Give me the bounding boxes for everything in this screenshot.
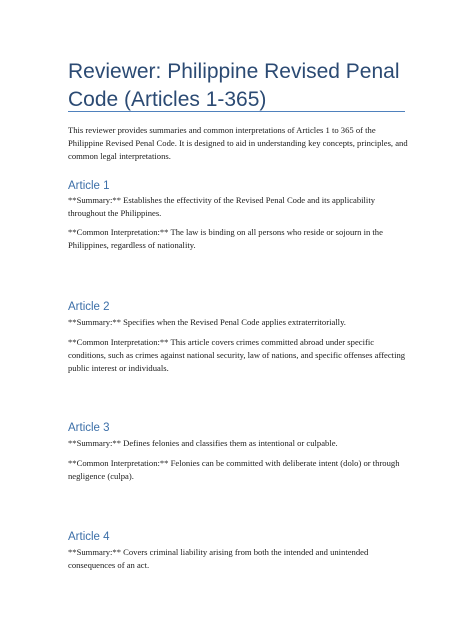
article-4-heading: Article 4 [68, 531, 110, 543]
title-underline [68, 111, 405, 112]
document-title: Reviewer: Philippine Revised Penal Code (Articles 1-365) [68, 60, 400, 111]
article-3-heading: Article 3 [68, 422, 110, 434]
article-1-interpretation: **Common Interpretation:** The law is binding on all persons who reside or sojourn in the Philippines, regardless of nationality. [68, 227, 383, 250]
article-1-summary: **Summary:** Establishes the effectivity of the Revised Penal Code and its applicability throughout the Philippines. [68, 195, 376, 218]
article-2-interpretation: **Common Interpretation:** This article covers crimes committed abroad under specific conditions, such as crimes against national security, law of nations, and specific offenses affecting public interest or individuals. [68, 337, 406, 373]
intro-paragraph: This reviewer provides summaries and common interpretations of Articles 1 to 365 of the Philippine Revised Penal Code. It is designed to aid in understanding key concepts, principles, and common legal interpretations. [68, 125, 408, 161]
article-1-heading: Article 1 [68, 180, 110, 192]
article-2-summary: **Summary:** Specifies when the Revised Penal Code applies extraterritorially. [68, 317, 346, 327]
article-3-interpretation: **Common Interpretation:** Felonies can be committed with deliberate intent (dolo) or through negligence (culpa). [68, 458, 400, 481]
article-3-summary: **Summary:** Defines felonies and classifies them as intentional or culpable. [68, 438, 338, 448]
article-4-summary: **Summary:** Covers criminal liability arising from both the intended and unintended consequences of an act. [68, 547, 369, 570]
article-2-heading: Article 2 [68, 301, 110, 313]
